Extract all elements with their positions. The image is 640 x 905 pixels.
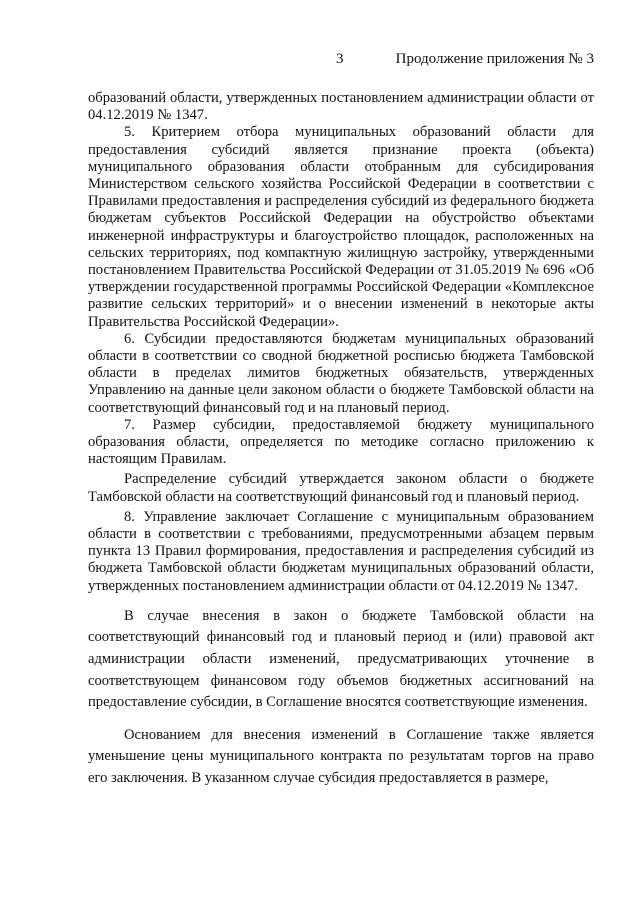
paragraph-item-5: 5. Критерием отбора муниципальных образований области для предоставления субсидий является признание проекта (объекта) муниципального образования области отобранным для субсидирования Министерством сельского хозяйства Российской Федерации в соответствии с Правилами предоставления и распределения субсидий из федерального бюджета бюджетам субъектов Российской Федерации на обустройство объектами инженерной инфраструктуры и благоустройство площадок, расположенных на сельских территориях, под компактную жилищную застройку, утвержденными постановлением Правительства Российской Федерации от 31.05.2019 № 696 «Об утверждении государственной программы Российской Федерации «Комплексное развитие сельских территорий» и о внесении изменений в некоторые акты Правительства Российской Федерации». [88,124,594,330]
paragraph-grounds: Основанием для внесения изменений в Соглашение также является уменьшение цены муниципального контракта по результатам торгов на право его заключения. В указанном случае субсидия предоставляется в размере, [88,726,594,787]
paragraph-item-7: 7. Размер субсидии, предоставляемой бюджету муниципального образования области, определяется по методике согласно приложению к настоящим Правилам. [88,416,594,468]
paragraph-item-8: 8. Управление заключает Соглашение с муниципальным образованием области в соответствии с требованиями, предусмотренными абзацем первым пункта 13 Правил формирования, предоставления и распределения субсидий из бюджета Тамбовской области бюджетам муниципальных образований области, утвержденных постановлением администрации области от 04.12.2019 № 1347. [88,508,594,594]
paragraph-continuation: образований области, утвержденных постановлением администрации области от 04.12.2019 № 1347. [88,90,594,124]
document-body [88,90,594,790]
paragraph-item-6: 6. Субсидии предоставляются бюджетам муниципальных образований области в соответствии со сводной бюджетной росписью бюджета Тамбовской области в пределах лимитов бюджетных обязательств, утвержденных Управлению на данные цели законом области о бюджете Тамбовской области на соответствующий финансовый год и на плановый период. [88,330,594,416]
paragraph-distribution: Распределение субсидий утверждается законом области о бюджете Тамбовской области на соответствующий финансовый год и плановый период. [88,471,594,505]
paragraph-amendments: В случае внесения в закон о бюджете Тамбовской области на соответствующий финансовый год и плановый период и (или) правовой акт администрации области изменений, предусматривающих уточнение в соответствующем финансовом году объемов бюджетных ассигнований на предоставление субсидии, в Соглашение вносятся соответствующие изменения. [88,607,594,711]
page-header [88,50,594,68]
page-number: 3 [336,51,344,67]
header-title: Продолжение приложения № 3 [395,51,594,67]
